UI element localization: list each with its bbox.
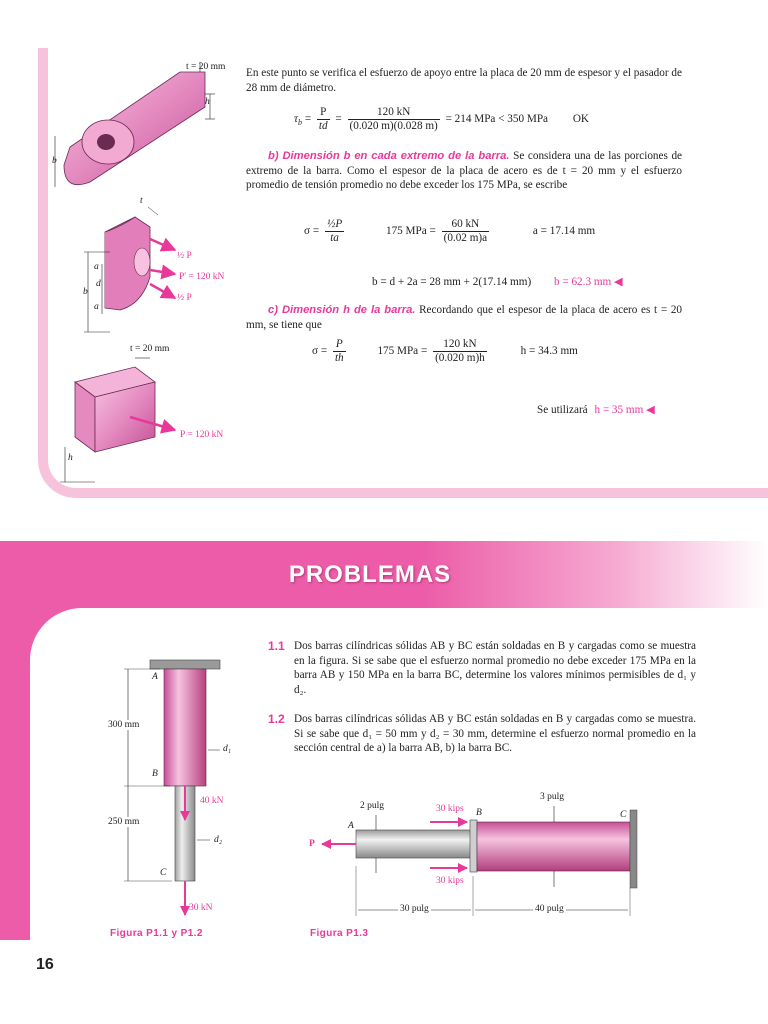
pink-sidebar — [0, 612, 30, 940]
fig13-label-a: A — [348, 821, 354, 831]
conclusion: Se utilizará h = 35 mm ◀ — [537, 404, 655, 416]
label-a2: a — [94, 302, 99, 312]
fig13-label-30kips-top: 30 kips — [436, 804, 464, 814]
section-b-heading: b) Dimensión b en cada extremo de la barra. — [268, 150, 510, 162]
result-b: b = 62.3 mm ◀ — [553, 276, 623, 288]
label-half-p-1: ½ P — [177, 251, 192, 261]
fig13-label-30kips-bottom: 30 kips — [436, 876, 464, 886]
label-half-p-2: ½ P — [177, 293, 192, 303]
fig11-label-c: C — [160, 868, 167, 878]
label-h-bottom: h — [68, 453, 73, 463]
fig13-label-40pulg: 40 pulg — [535, 904, 564, 914]
problem-1-2-number: 1.2 — [268, 712, 285, 726]
section-c-paragraph: c) Dimensión h de la barra. Recordando que el espesor de la placa de acero es t = 20 mm, se tiene que — [246, 304, 683, 331]
equation-h: σ = $\frac{P}{th}$ 175 MPa = $\frac{120 kN}{(0.020 m)h}$ h = 34.3 mm — [312, 338, 578, 364]
equation-b-result: b = d + 2a = 28 mm + 2(17.14 mm) b = 62.3 mm ◀ — [372, 276, 623, 288]
fig13-label-b: B — [476, 808, 482, 818]
label-d: d — [96, 279, 101, 289]
fig13-label-3pulg: 3 pulg — [540, 792, 565, 802]
intro-paragraph: En este punto se verifica el esfuerzo de apoyo entre la placa de 20 mm de espesor y el pasador de 28 mm de diámetro. — [246, 67, 682, 94]
figure-p1-1 — [100, 658, 250, 920]
problem-1-1-text: Dos barras cilíndricas sólidas AB y BC están soldadas en B y cargadas como se muestra en la figura. Si se sabe que el esfuerzo normal promedio no debe exceder 175 MPa en la barra AB y 150 MPa en la barra BC, determine los valores mínimos permisibles de d₁ y d₂. — [294, 640, 696, 696]
page-number: 16 — [36, 956, 54, 973]
fig13-label-2pulg: 2 pulg — [360, 801, 385, 811]
label-t20-a: t = 20 mm — [186, 62, 226, 72]
fig11-label-len2: 250 mm — [108, 817, 140, 827]
label-p-prime: P' = 120 kN — [179, 272, 225, 282]
eyebar-figure — [55, 62, 215, 187]
label-h-top: h — [205, 97, 210, 107]
equation-a: σ = $\frac{\text{½P}}{ta}$ 175 MPa = $\frac{60 kN}{(0.02 m)a}$ a = 17.14 mm — [304, 218, 596, 244]
section-c-heading: c) Dimensión h de la barra. — [268, 304, 416, 316]
fig13-label-p: P — [309, 839, 315, 849]
label-t20-b: t = 20 mm — [130, 344, 170, 354]
fig11-label-a: A — [152, 672, 158, 682]
label-b-top: b — [52, 156, 57, 166]
fig11-label-40kn: 40 kN — [200, 796, 224, 806]
equation-bearing-stress: $\tau_b$ = $\frac{P}{td}$ = $\frac{120 kN}{(0.020 m)(0.028 m)}$ = 214 MPa < 350 MPa OK — [294, 106, 589, 132]
fig11-label-b: B — [152, 769, 158, 779]
fig11-label-len1: 300 mm — [108, 720, 140, 730]
problems-title: PROBLEMAS — [288, 561, 452, 588]
fig13-label-c: C — [620, 810, 627, 820]
label-p120: P = 120 kN — [180, 430, 224, 440]
result-h: h = 35 mm ◀ — [594, 404, 655, 416]
fig13-caption: Figura P1.3 — [310, 928, 369, 939]
problem-1-2-text: Dos barras cilíndricas sólidas AB y BC están soldadas en B y cargadas como se muestra. Si se sabe que d₁ = 50 mm y d₂ = 30 mm, determine el esfuerzo normal promedio en la sección central de a) la barra AB, b) la barra BC. — [294, 713, 696, 755]
fig11-caption: Figura P1.1 y P1.2 — [110, 928, 203, 939]
fig11-label-30kn: 30 kN — [189, 903, 213, 913]
fig11-label-d2: d₂ — [214, 835, 223, 845]
fig13-label-30pulg: 30 pulg — [400, 904, 429, 914]
block-figure — [60, 358, 175, 482]
label-t: t — [140, 196, 143, 206]
section-b-paragraph: b) Dimensión b en cada extremo de la barra. Se considera una de las porciones de extremo de la barra. Como el espesor de la placa de acero es de t = 20 mm y el esfuerzo promedio de tensión promedio no debe exceder los 175 MPa, se escribe — [246, 150, 682, 192]
fig11-label-d1: d₁ — [223, 744, 232, 754]
problem-1-1-number: 1.1 — [268, 639, 285, 653]
label-a1: a — [94, 262, 99, 272]
label-b-mid: b — [83, 287, 88, 297]
